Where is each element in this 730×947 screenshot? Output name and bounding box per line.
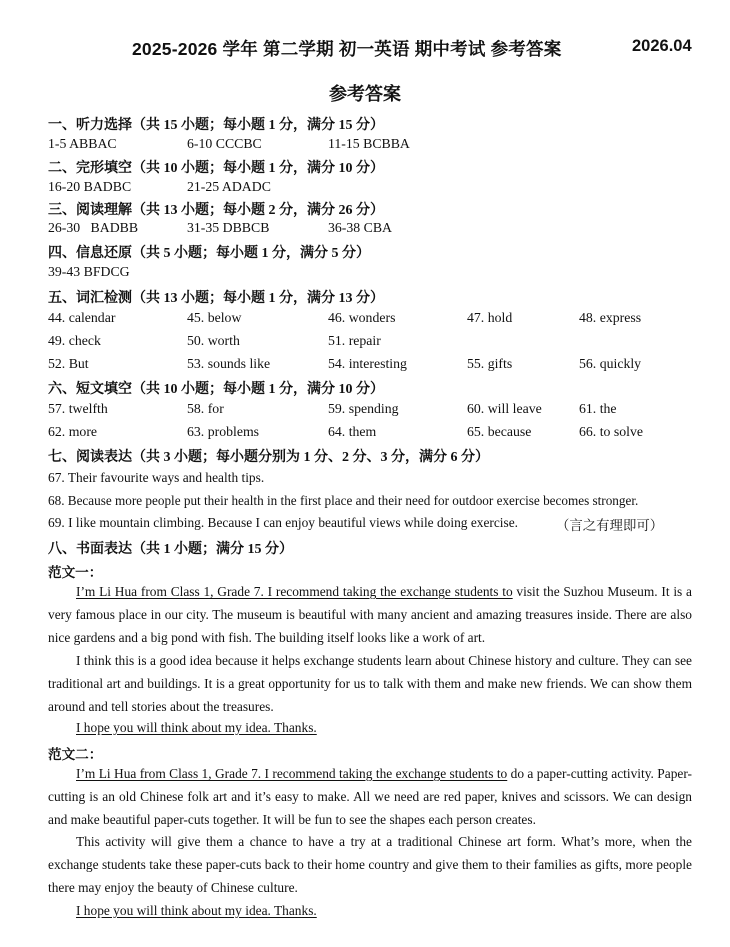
vocab-answer: 56. quickly	[579, 356, 642, 371]
sample-essay-1-p1-body: visit the Suzhou Museum. It is a very famous place in our city. The museum is beautiful with many ancient and amazing treasures inside. There are also nice gardens and a big pond with fish. The building itself looks like a work of art.	[48, 584, 692, 645]
cloze-answer: 61. the	[579, 401, 617, 416]
section-5-title: 五、词汇检测（共 13 小题；每小题 1 分，满分 13 分）	[48, 291, 384, 306]
section-1-title: 一、听力选择（共 15 小题；每小题 1 分，满分 15 分）	[48, 118, 384, 133]
vocab-answer: 55. gifts	[467, 356, 513, 371]
reading-answer-68: 68. Because more people put their health in the first place and their need for outdoor exercise becomes stronger.	[48, 493, 639, 508]
page-title: 参考答案	[329, 84, 401, 104]
sample-essay-1-paragraph-2: I think this is a good idea because it helps exchange students learn about Chinese history and culture. They can see traditional art and buildings. It is a great opportunity for us to talk with them and make new friends. We can show them around and tell stories about the treasures.	[48, 653, 692, 714]
vocab-answer: 48. express	[579, 310, 642, 325]
vocab-answer: 46. wonders	[328, 310, 396, 325]
cloze-answer: 60. will leave	[467, 401, 542, 416]
document-header-date: 2026.04	[632, 37, 692, 55]
cloze-answer: 58. for	[187, 401, 224, 416]
section-1-answer: 6-10 CCCBC	[187, 136, 262, 151]
section-2-answer: 16-20 BADBC	[48, 179, 132, 194]
vocab-answer: 45. below	[187, 310, 242, 325]
sample-essay-1-paragraph-1	[48, 581, 692, 649]
vocab-answer: 47. hold	[467, 310, 513, 325]
section-2-title: 二、完形填空（共 10 小题；每小题 1 分，满分 10 分）	[48, 161, 384, 176]
section-3-answer: 36-38 CBA	[328, 220, 393, 235]
sample-essay-2-p1-body: do a paper-cutting activity. Paper-cutting is an old Chinese folk art and it’s easy to make. All we need are red paper, knives and scissors. We can design and make beautiful paper-cuts together. It will be fun to see the shapes each person creates.	[48, 766, 692, 827]
cloze-answer: 63. problems	[187, 424, 260, 439]
cloze-answer: 66. to solve	[579, 424, 643, 439]
sample-essay-2-label: 范文二：	[48, 747, 103, 762]
sample-essay-2-paragraph-2: This activity will give them a chance to have a try at a traditional Chinese art form. What’s more, when the exchange students take these paper-cuts back to their home country and give them to their families as gifts, more people there may enjoy the beauty of Chinese culture.	[48, 834, 692, 895]
sample-essay-1-closing: I hope you will think about my idea. Thanks.	[76, 720, 317, 735]
sample-essay-2-closing: I hope you will think about my idea. Thanks.	[76, 903, 317, 918]
vocab-answer: 53. sounds like	[187, 356, 271, 371]
reading-answer-69: 69. I like mountain climbing. Because I can enjoy beautiful views while doing exercise.	[48, 515, 519, 530]
cloze-answer: 57. twelfth	[48, 401, 108, 416]
sample-essay-2-paragraph-1	[48, 763, 692, 831]
reading-answer-67: 67. Their favourite ways and health tips.	[48, 470, 265, 485]
section-2-answer: 21-25 ADADC	[187, 179, 271, 194]
section-8-title: 八、书面表达（共 1 小题；满分 15 分）	[48, 542, 293, 557]
section-4-title: 四、信息还原（共 5 小题；每小题 1 分，满分 5 分）	[48, 246, 370, 261]
vocab-answer: 52. But	[48, 356, 89, 371]
cloze-answer: 64. them	[328, 424, 377, 439]
section-3-title: 三、阅读理解（共 13 小题；每小题 2 分，满分 26 分）	[48, 203, 384, 218]
cloze-answer: 62. more	[48, 424, 98, 439]
cloze-answer: 65. because	[467, 424, 532, 439]
section-1-answer: 11-15 BCBBA	[328, 136, 410, 151]
document-header-title: 2025-2026 学年 第二学期 初一英语 期中考试 参考答案	[132, 39, 562, 59]
reading-answer-note: （言之有理即可）	[556, 518, 664, 533]
section-1-answer: 1-5 ABBAC	[48, 136, 117, 151]
sample-essay-1-opening: I’m Li Hua from Class 1, Grade 7. I recommend taking the exchange students to	[76, 584, 513, 599]
vocab-answer: 49. check	[48, 333, 101, 348]
sample-essay-1-label: 范文一：	[48, 565, 103, 580]
vocab-answer: 51. repair	[328, 333, 381, 348]
section-3-answer: 31-35 DBBCB	[187, 220, 270, 235]
section-3-answer: 26-30 BADBB	[48, 220, 139, 235]
vocab-answer: 54. interesting	[328, 356, 407, 371]
vocab-answer: 50. worth	[187, 333, 240, 348]
section-4-answer: 39-43 BFDCG	[48, 264, 130, 279]
cloze-answer: 59. spending	[328, 401, 399, 416]
section-7-title: 七、阅读表达（共 3 小题；每小题分别为 1 分、2 分、3 分，满分 6 分）	[48, 450, 489, 465]
section-6-title: 六、短文填空（共 10 小题；每小题 1 分，满分 10 分）	[48, 382, 384, 397]
vocab-answer: 44. calendar	[48, 310, 116, 325]
sample-essay-2-opening: I’m Li Hua from Class 1, Grade 7. I recommend taking the exchange students to	[76, 766, 508, 781]
